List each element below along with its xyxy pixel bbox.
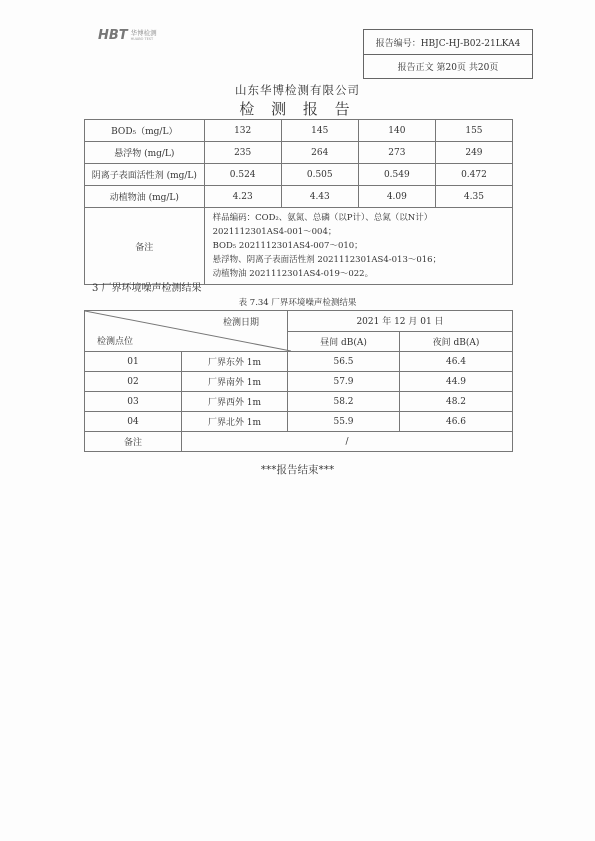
diagonal-header-cell (85, 311, 288, 352)
table-cell: 249 (435, 142, 512, 164)
table-cell: 0.524 (204, 164, 281, 186)
logo-mark: HBT (98, 28, 128, 43)
note-line: 悬浮物、阴离子表面活性剂 2021112301AS4-013～016； (212, 255, 442, 265)
night-value: 46.6 (400, 412, 513, 432)
table-cell: 0.505 (281, 164, 358, 186)
note-value: / (182, 432, 513, 452)
note-content (204, 208, 512, 285)
table-cell: 4.35 (435, 186, 512, 208)
report-info-box (363, 29, 533, 79)
table-cell: 145 (281, 120, 358, 142)
point-id: 04 (85, 412, 182, 432)
table-cell: 4.23 (204, 186, 281, 208)
table-cell: 132 (204, 120, 281, 142)
note-row (85, 432, 513, 452)
col-day-header: 昼间 dB(A) (288, 331, 400, 352)
table-row (85, 120, 513, 142)
table-cell: 0.549 (358, 164, 435, 186)
table-row (85, 372, 513, 392)
table-cell: 235 (204, 142, 281, 164)
table-row (85, 186, 513, 208)
col-night-header: 夜间 dB(A) (400, 331, 513, 352)
table-cell: 264 (281, 142, 358, 164)
note-line: 样品编码：COD₂、氨氮、总磷（以P计）、总氮（以N计） 2021112301AS4-001～004； (212, 213, 433, 237)
header-row (85, 311, 513, 332)
point-id: 01 (85, 352, 182, 372)
night-value: 44.9 (400, 372, 513, 392)
table-cell: 140 (358, 120, 435, 142)
day-value: 57.9 (288, 372, 400, 392)
header-date-label: 检测日期 (222, 318, 259, 328)
note-label: 备注 (85, 208, 205, 285)
table-row (85, 142, 513, 164)
report-number: 报告编号：HBJC-HJ-B02-21LKA4 (375, 38, 521, 49)
noise-results-table (84, 310, 513, 452)
logo-chinese-name: 华博检测 (130, 29, 157, 37)
note-line: 动植物油 2021112301AS4-019～022。 (212, 269, 374, 279)
day-value: 58.2 (288, 392, 400, 412)
point-location: 厂界北外 1m (182, 412, 288, 432)
page-info: 报告正文 第20页 共20页 (364, 54, 532, 78)
point-id: 02 (85, 372, 182, 392)
table-row (85, 352, 513, 372)
note-row (85, 208, 513, 285)
note-line: BOD₅ 2021112301AS4-007～010； (212, 241, 363, 251)
water-quality-table (84, 119, 513, 285)
section-title: 3 厂界环境噪声检测结果 (92, 283, 202, 294)
table-cell: 0.472 (435, 164, 512, 186)
date-header: 2021 年 12 月 01 日 (288, 311, 513, 332)
row-label: 阴离子表面活性剂 (mg/L) (85, 164, 205, 186)
header-point-label: 检测点位 (97, 337, 134, 347)
table-cell: 4.09 (358, 186, 435, 208)
night-value: 46.4 (400, 352, 513, 372)
company-logo (98, 28, 157, 43)
table-cell: 4.43 (281, 186, 358, 208)
day-value: 56.5 (288, 352, 400, 372)
report-end-text: ***报告结束*** (260, 464, 335, 476)
day-value: 55.9 (288, 412, 400, 432)
note-label: 备注 (85, 432, 182, 452)
document-title: 检 测 报 告 (239, 100, 356, 118)
row-label: 动植物油 (mg/L) (85, 186, 205, 208)
row-label: BOD₅（mg/L） (85, 120, 205, 142)
table-cell: 273 (358, 142, 435, 164)
table-row (85, 164, 513, 186)
point-location: 厂界西外 1m (182, 392, 288, 412)
point-id: 03 (85, 392, 182, 412)
row-label: 悬浮物 (mg/L) (85, 142, 205, 164)
table-row (85, 412, 513, 432)
company-name: 山东华博检测有限公司 (235, 83, 360, 97)
night-value: 48.2 (400, 392, 513, 412)
table-row (85, 392, 513, 412)
table-cell: 155 (435, 120, 512, 142)
point-location: 厂界东外 1m (182, 352, 288, 372)
table-caption: 表 7.34 厂界环境噪声检测结果 (238, 298, 357, 308)
point-location: 厂界南外 1m (182, 372, 288, 392)
logo-english-name: HUABO TEST (130, 37, 154, 41)
